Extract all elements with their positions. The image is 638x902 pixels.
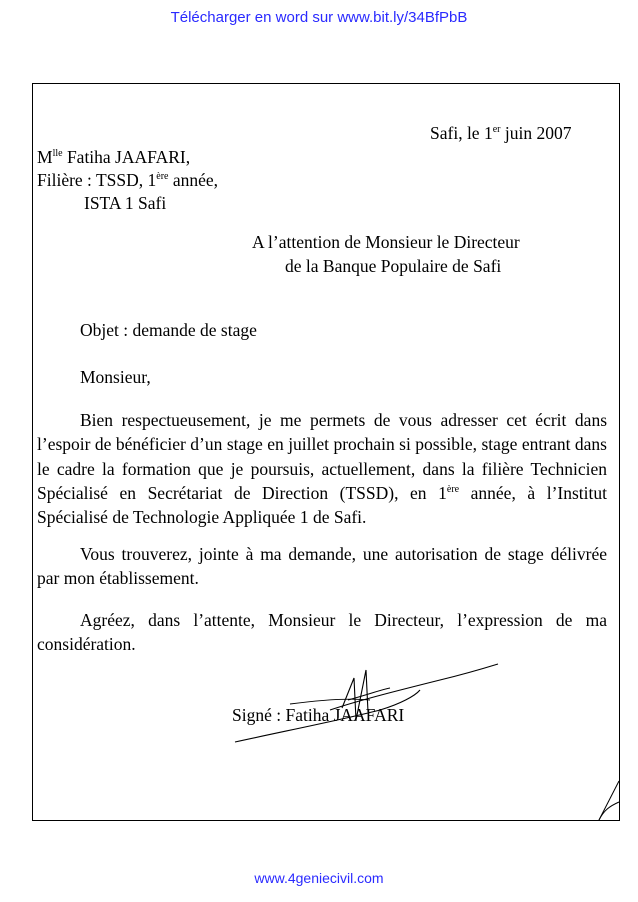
handwritten-signature [230,660,510,750]
recipient-line-1: A l’attention de Monsieur le Directeur [252,232,520,252]
body-paragraph-2: Vous trouverez, jointe à ma demande, une autorisation de stage délivrée par mon établissement. [37,544,607,589]
salutation: Monsieur, [80,367,151,387]
sender-school: ISTA 1 Safi [84,193,167,213]
sender-program: Filière : TSSD, 1ère année, [37,170,219,190]
download-link[interactable]: Télécharger en word sur www.bit.ly/34BfPbB [170,9,468,26]
footer-link[interactable]: www.4geniecivil.com [254,870,384,886]
subject-line: Objet : demande de stage [80,320,257,340]
sender-name: $M^{lle}$ Fatiha JAAFARI, [37,147,191,167]
letter-date: Safi, le 1er juin 2007 [430,123,572,143]
body-paragraph-3: Agréez, dans l’attente, Monsieur le Directeur, l’expression de ma considération. [37,610,607,655]
body-paragraph-1: Bien respectueusement, je me permets de vous adresser cet écrit dans l’espoir de bénéficier d’un stage en juillet prochain si possible, stage entrant dans le cadre la formation que je poursuis, actuellement, dans la filière Technicien Spécialisé en Secrétariat de Direction (TSSD), en 1ère année, à l’Institut Spécialisé de Technologie Appliquée 1 de Safi. [37,410,607,528]
signed-line: Signé : Fatiha JAAFARI [232,705,405,725]
recipient-line-2: de la Banque Populaire de Safi [285,256,502,276]
page-curl-icon [598,780,622,822]
